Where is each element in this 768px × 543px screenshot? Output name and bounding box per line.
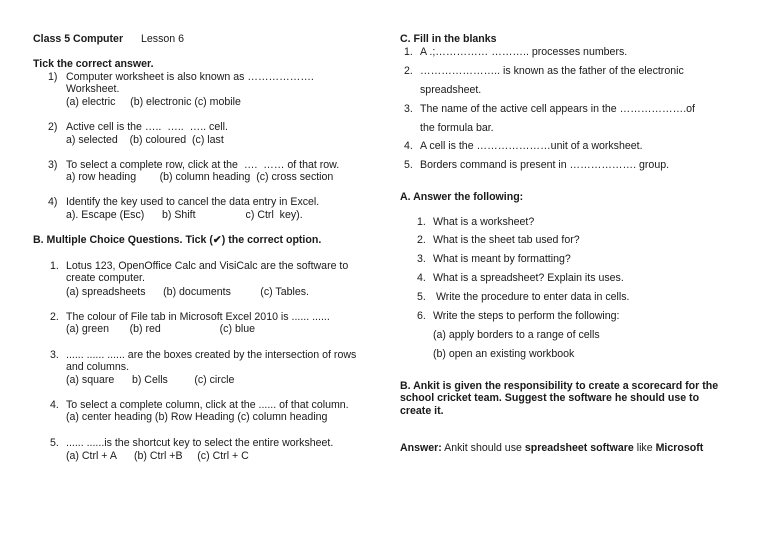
mcq-q4-number: 4. <box>50 399 59 411</box>
mcq-section-title: B. Multiple Choice Questions. Tick (✔) the correct option. <box>33 234 322 246</box>
answer-item1-text: What is a worksheet? <box>433 216 535 228</box>
answer-item5-number: 5. <box>417 291 426 303</box>
tick-q2-line1: Active cell is the ….. ….. ….. cell. <box>66 121 228 133</box>
tick-q4-number: 4) <box>48 196 58 208</box>
tick-q4-options: a). Escape (Esc) b) Shift c) Ctrl key). <box>66 209 303 221</box>
fill-item3-number: 3. <box>404 103 413 115</box>
mcq-q2-options: (a) green (b) red (c) blue <box>66 323 255 335</box>
tick-q1-number: 1) <box>48 71 58 83</box>
fill-item5-line1: Borders command is present in ………………. group. <box>420 159 670 171</box>
mcq-q1-number: 1. <box>50 260 59 272</box>
fill-item5-number: 5. <box>404 159 413 171</box>
case-answer <box>400 442 703 455</box>
mcq-q3-line2: and columns. <box>66 361 130 373</box>
fill-item1-line1: A .;…………… ……….. processes numbers. <box>420 46 628 58</box>
mcq-q1-line2: create computer. <box>66 272 145 284</box>
case-title-line1: B. Ankit is given the responsibility to create a scorecard for the <box>400 380 719 392</box>
class-label: Class 5 Computer <box>33 33 124 45</box>
mcq-q3-number: 3. <box>50 349 59 361</box>
fill-item2-number: 2. <box>404 65 413 77</box>
answer-item2-number: 2. <box>417 234 426 246</box>
answer-section-title: A. Answer the following: <box>400 191 524 203</box>
lesson-label: Lesson 6 <box>141 33 184 45</box>
answer-item3-text: What is meant by formatting? <box>433 253 571 265</box>
mcq-q1-line1: Lotus 123, OpenOffice Calc and VisiCalc are the software to <box>66 260 349 272</box>
case-answer-text-2: like <box>633 442 656 454</box>
fill-item1-number: 1. <box>404 46 413 58</box>
tick-q1-line1: Computer worksheet is also known as ………………. <box>66 71 314 83</box>
answer-item4-number: 4. <box>417 272 426 284</box>
tick-q3-number: 3) <box>48 159 58 171</box>
answer-item6-text: Write the steps to perform the following: <box>433 310 620 322</box>
fill-item3-line2: the formula bar. <box>420 122 494 134</box>
case-title-line2: school cricket team. Suggest the software he should use to <box>400 392 700 404</box>
answer-item1-number: 1. <box>417 216 426 228</box>
case-answer-bold-1: spreadsheet software <box>524 442 634 454</box>
mcq-q2-line1: The colour of File tab in Microsoft Excel 2010 is ...... ...... <box>66 311 330 323</box>
mcq-q2-number: 2. <box>50 311 59 323</box>
fill-item2-line2: spreadsheet. <box>420 84 482 96</box>
answer-subitem-b: (b) open an existing workbook <box>433 348 575 360</box>
answer-item6-number: 6. <box>417 310 426 322</box>
fill-item4-line1: A cell is the …………………unit of a worksheet. <box>420 140 643 152</box>
mcq-q4-options: (a) center heading (b) Row Heading (c) column heading <box>66 411 328 423</box>
answer-item5-text: Write the procedure to enter data in cells. <box>433 291 630 303</box>
tick-q3-line1: To select a complete row, click at the …. …… of that row. <box>66 159 340 171</box>
case-title-line3: create it. <box>400 405 444 417</box>
answer-subitem-a: (a) apply borders to a range of cells <box>433 329 600 341</box>
mcq-q5-options: (a) Ctrl + A (b) Ctrl +B (c) Ctrl + C <box>66 450 249 462</box>
tick-q3-options: a) row heading (b) column heading (c) cross section <box>66 171 334 183</box>
tick-q1-options: (a) electric (b) electronic (c) mobile <box>66 96 241 108</box>
tick-q1-line2: Worksheet. <box>66 83 120 95</box>
mcq-q4-line1: To select a complete column, click at the ...... of that column. <box>66 399 349 411</box>
answer-item2-text: What is the sheet tab used for? <box>433 234 580 246</box>
tick-q2-number: 2) <box>48 121 58 133</box>
case-answer-bold-2: Microsoft <box>655 442 704 454</box>
mcq-q5-line1: ...... ......is the shortcut key to select the entire worksheet. <box>66 437 334 449</box>
answer-item3-number: 3. <box>417 253 426 265</box>
mcq-q3-line1: ...... ...... ...... are the boxes created by the intersection of rows <box>66 349 357 361</box>
mcq-q1-options: (a) spreadsheets (b) documents (c) Tables. <box>66 286 309 298</box>
tick-q2-options: a) selected (b) coloured (c) last <box>66 134 224 146</box>
mcq-q5-number: 5. <box>50 437 59 449</box>
case-answer-text-1: Ankit should use <box>441 442 525 454</box>
case-answer-label: Answer: <box>400 442 442 454</box>
answer-item4-text: What is a spreadsheet? Explain its uses. <box>433 272 624 284</box>
fill-item3-line1: The name of the active cell appears in the ……………….of <box>420 103 695 115</box>
fill-item4-number: 4. <box>404 140 413 152</box>
fill-section-title: C. Fill in the blanks <box>400 33 497 45</box>
tick-section-title: Tick the correct answer. <box>33 58 154 70</box>
mcq-q3-options: (a) square b) Cells (c) circle <box>66 374 235 386</box>
tick-q4-line1: Identify the key used to cancel the data entry in Excel. <box>66 196 320 208</box>
fill-item2-line1: ………………….. is known as the father of the electronic <box>420 65 684 77</box>
